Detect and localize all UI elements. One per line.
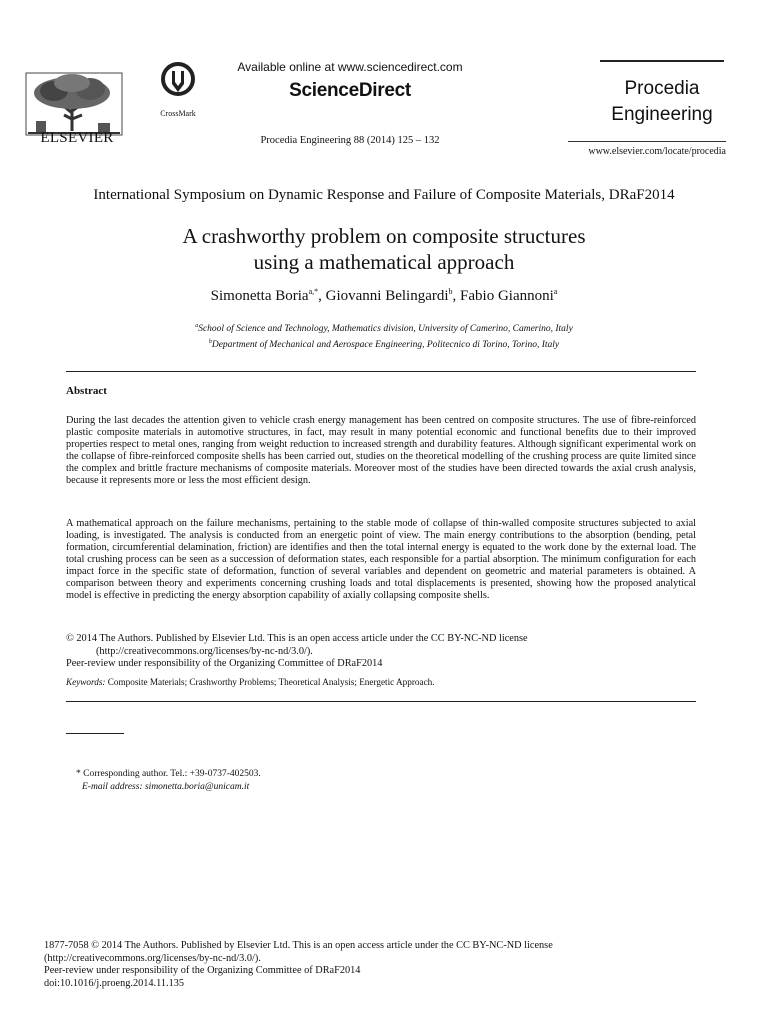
issn-copyright-block xyxy=(44,940,744,990)
author-affiliation-mark: a xyxy=(553,287,558,296)
procedia-title xyxy=(600,76,724,128)
abstract-paragraph: During the last decades the attention given to vehicle crash energy management has been centred on composite structures. The use of fibre-reinforced plastic composite materials in automotive structures, in fact, may result in many potential economic and functional benefits due to their improved properties respect to metal ones, ranging from weight reduction to increased strength and durability features. Although significant experimental work on the collapse of fibre-reinforced composite shells has been carried out, studies on the theoretical modelling of the crushing process are quite limited since the complex and brittle fracture mechanisms of composite materials. Moreover most of the studies have been directed towards the axial crush analysis, because it represents more or less the most efficient design. xyxy=(66,415,696,486)
footnote-rule xyxy=(66,733,124,734)
abstract-bottom-rule xyxy=(66,701,696,702)
author-affiliation-mark: b xyxy=(448,287,453,296)
publisher-name: ELSEVIER xyxy=(40,130,114,146)
author-name: Simonetta Boria xyxy=(210,288,309,304)
affiliation-line xyxy=(40,320,728,336)
procedia-title-line2: Engineering xyxy=(611,104,713,125)
crossmark-label: CrossMark xyxy=(160,109,196,118)
affiliations xyxy=(40,320,728,352)
license-link[interactable]: (http://creativecommons.org/licenses/by-nc-nd/3.0/). xyxy=(96,645,313,657)
keywords-text: Composite Materials; Crashworthy Problems; Theoretical Analysis; Energetic Approach. xyxy=(107,677,435,687)
affiliation-mark: a xyxy=(195,323,199,329)
license-statement xyxy=(66,633,696,671)
author-name: Giovanni Belingardi xyxy=(325,288,449,304)
email-label: E-mail address: xyxy=(82,782,143,792)
email-address[interactable]: simonetta.boria@unicam.it xyxy=(144,782,250,792)
author-name: Fabio Giannoni xyxy=(460,288,554,304)
affiliation-text: Department of Mechanical and Aerospace Engineering, Politecnico di Torino, Torino, Italy xyxy=(211,340,560,351)
email-line xyxy=(76,781,261,794)
peer-review-line: Peer-review under responsibility of the Organizing Committee of DRaF2014 xyxy=(66,658,383,669)
affiliation-mark: b xyxy=(208,339,212,346)
peer-review-note: Peer-review under responsibility of the Organizing Committee of DRaF2014 xyxy=(44,965,361,976)
masthead-divider xyxy=(568,141,726,142)
footnote xyxy=(76,768,261,794)
conference-name: International Symposium on Dynamic Response and Failure of Composite Materials, DRaF2014 xyxy=(93,187,675,203)
journal-url[interactable]: www.elsevier.com/locate/procedia xyxy=(588,146,726,157)
paper-title-line2: using a mathematical approach xyxy=(253,250,515,274)
keywords xyxy=(66,677,696,687)
abstract-paragraph: A mathematical approach on the failure mechanisms, pertaining to the stable mode of collapse of thin-walled composite structures subjected to axial loading, is investigated. The analysis is conducted from an energetic point of view. The main energy contributions to the absorption (bending, petal formation, circumferential delamination, friction) are identifies and then the total internal energy is equated to the work done by the external load. The total crushing process can be seen as a succession of deformation states, each responsible for a partial absorption. The minimum configuration for each impact force in the specific state of deformation, function of several variables and dependent on geometric and material parameters is obtained. A comparison between theory and experiments concerning crushing loads and total displacements is presented, showing how the proposed analytical model is effective in predicting the energy absorption capability of axially collapsing composite shells. xyxy=(66,518,696,601)
paper-title-line1: A crashworthy problem on composite structures xyxy=(182,224,586,248)
license-url[interactable]: (http://creativecommons.org/licenses/by-nc-nd/3.0/). xyxy=(44,952,261,964)
sciencedirect-logo: ScienceDirect xyxy=(289,80,411,101)
procedia-title-line1: Procedia xyxy=(624,78,700,99)
issn-line: 1877-7058 © 2014 The Authors. Published by Elsevier Ltd. This is an open access article under the CC BY-NC-ND license xyxy=(44,940,553,951)
journal-reference: Procedia Engineering 88 (2014) 125 – 132 xyxy=(260,135,440,146)
affiliation-text: School of Science and Technology, Mathematics division, University of Camerino, Camerino, Italy xyxy=(198,324,573,335)
keywords-label: Keywords: xyxy=(66,677,106,687)
author-affiliation-mark: a,* xyxy=(308,287,319,296)
available-online-text: Available online at www.sciencedirect.com xyxy=(237,60,463,74)
copyright-line: © 2014 The Authors. Published by Elsevier Ltd. This is an open access article under the CC BY-NC-ND license xyxy=(66,633,528,644)
abstract-top-rule xyxy=(66,371,696,372)
affiliation-line xyxy=(40,336,728,352)
corresponding-author: * Corresponding author. Tel.: +39-0737-402503. xyxy=(76,769,261,779)
abstract-heading: Abstract xyxy=(66,385,107,397)
paper-title xyxy=(40,223,728,275)
doi[interactable]: doi:10.1016/j.proeng.2014.11.135 xyxy=(44,977,185,989)
author-list: Simonetta Boria$^{a,*}$, Giovanni Belingardi$^b$, Fabio Giannoni$^a$ xyxy=(210,287,558,304)
